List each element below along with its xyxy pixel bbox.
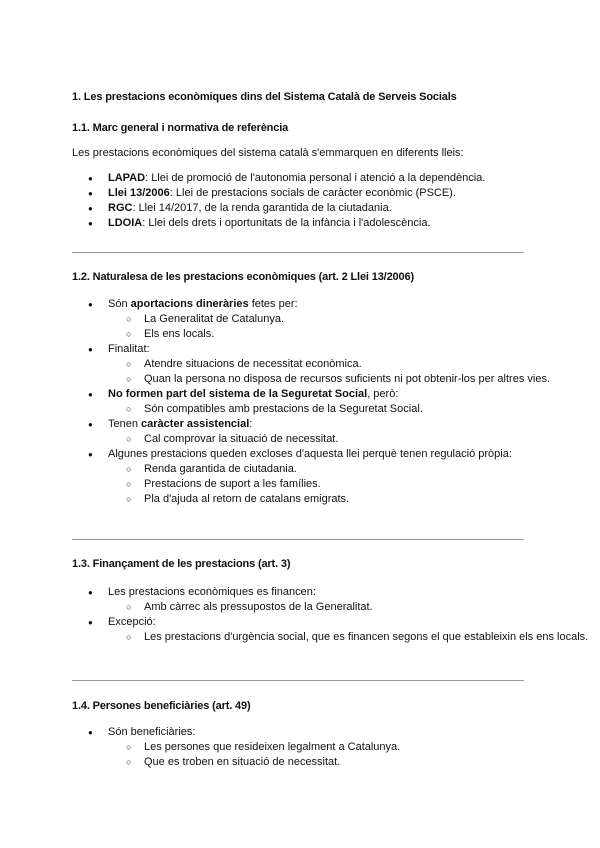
list-item: ● No formen part del sistema de la Seguretat Social, però: [72, 387, 598, 402]
divider [72, 539, 524, 540]
list-item: ● Algunes prestacions queden excloses d'aquesta llei perquè tenen regulació pròpia: [72, 447, 598, 462]
divider [72, 252, 524, 253]
sub-list-item: ○ Amb càrrec als pressupostos de la Generalitat. [72, 600, 598, 615]
section-1-3-title: 1.3. Finançament de les prestacions (art. 3) [72, 558, 291, 570]
nature-list [72, 297, 598, 507]
list-item: ● Llei 13/2006: Llei de prestacions socials de caràcter econòmic (PSCE). [72, 186, 485, 201]
sub-list-item: ○ Les persones que resideixen legalment a Catalunya. [72, 740, 400, 755]
list-item: ● Les prestacions econòmiques es financen: [72, 585, 598, 600]
list-item: ● Són aportacions dineràries fetes per: [72, 297, 598, 312]
sub-list-item: ○ Els ens locals. [72, 327, 598, 342]
main-heading: 1. Les prestacions econòmiques dins del Sistema Català de Serveis Socials [72, 91, 457, 103]
sub-list-item: ○ Les prestacions d'urgència social, que es financen segons el que estableixin els ens locals. [72, 630, 598, 645]
sub-list-item: ○ Són compatibles amb prestacions de la Seguretat Social. [72, 402, 598, 417]
section-1-1-intro: Les prestacions econòmiques del sistema català s'emmarquen en diferents lleis: [72, 147, 464, 159]
sub-list-item: ○ Prestacions de suport a les famílies. [72, 477, 598, 492]
sub-list-item: ○ Que es troben en situació de necessitat. [72, 755, 400, 770]
sub-list-item: ○ Pla d'ajuda al retorn de catalans emigrats. [72, 492, 598, 507]
beneficiaries-list [72, 725, 400, 770]
list-item: ● Són beneficiàries: [72, 725, 400, 740]
sub-list-item: ○ Cal comprovar la situació de necessitat. [72, 432, 598, 447]
list-item: ● Excepció: [72, 615, 598, 630]
list-item: ● RGC: Llei 14/2017, de la renda garantida de la ciutadania. [72, 201, 485, 216]
section-1-2-title: 1.2. Naturalesa de les prestacions econòmiques (art. 2 Llei 13/2006) [72, 271, 414, 283]
sub-list-item: ○ Atendre situacions de necessitat econòmica. [72, 357, 598, 372]
sub-list-item: ○ La Generalitat de Catalunya. [72, 312, 598, 327]
section-1-1-title: 1.1. Marc general i normativa de referència [72, 122, 289, 134]
financing-list [72, 585, 598, 645]
section-1-4-title: 1.4. Persones beneficiàries (art. 49) [72, 700, 251, 712]
laws-list [72, 171, 485, 231]
list-item: ● Finalitat: [72, 342, 598, 357]
sub-list-item: ○ Quan la persona no disposa de recursos suficients ni pot obtenir-los per altres vies. [72, 372, 598, 387]
sub-list-item: ○ Renda garantida de ciutadania. [72, 462, 598, 477]
divider [72, 680, 524, 681]
list-item: ● LDOIA: Llei dels drets i oportunitats de la infància i l'adolescència. [72, 216, 485, 231]
list-item: ● Tenen caràcter assistencial: [72, 417, 598, 432]
list-item: ● LAPAD: Llei de promoció de l'autonomia personal i atenció a la dependència. [72, 171, 485, 186]
